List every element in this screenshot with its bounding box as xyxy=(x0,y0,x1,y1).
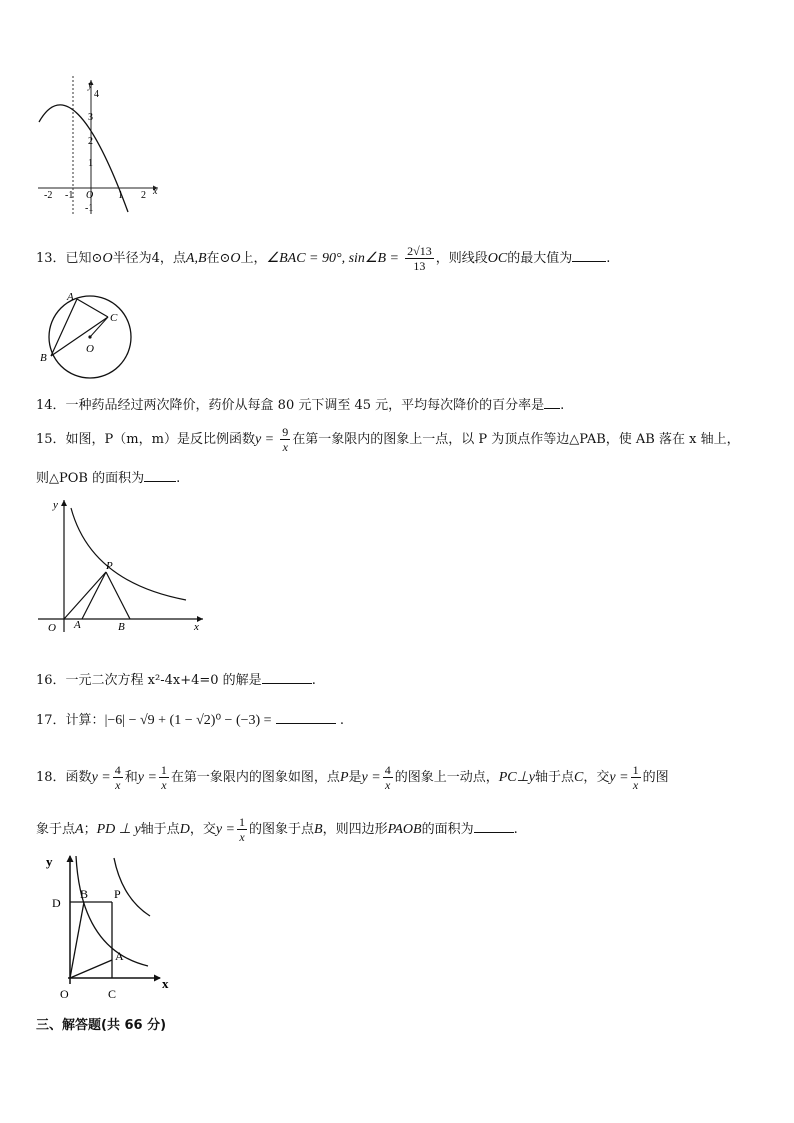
q18-C: C xyxy=(574,770,584,785)
x-axis-arrow xyxy=(154,975,161,982)
q18-text: ，则四边形 xyxy=(322,822,388,837)
label-y: y xyxy=(53,499,58,511)
q16-answer-blank[interactable] xyxy=(262,671,312,684)
label-C: C xyxy=(108,987,117,1001)
q15-number: 15． xyxy=(36,432,66,447)
q13-OC: OC xyxy=(487,251,508,266)
label-x: x xyxy=(162,976,169,991)
q18-function: y = xyxy=(609,770,629,785)
question-18 xyxy=(36,763,669,792)
q13-O: O xyxy=(102,251,113,266)
label-O: O xyxy=(48,622,56,634)
q18-fraction xyxy=(631,763,641,792)
segment-AC xyxy=(77,299,108,317)
label-B: B xyxy=(80,887,89,901)
x-tick-neg2: -2 xyxy=(44,190,53,201)
q18-text: 的图象上一动点， xyxy=(394,770,499,785)
label-C: C xyxy=(110,312,118,324)
question-18-line2 xyxy=(36,815,518,844)
q17-end: . xyxy=(339,713,344,728)
question-15 xyxy=(36,425,740,454)
q18-fraction xyxy=(383,763,393,792)
question-15-line2 xyxy=(36,469,180,488)
label-P: P xyxy=(114,887,121,901)
x-axis-label: x xyxy=(153,186,158,197)
q15-answer-blank[interactable] xyxy=(144,469,176,482)
q18-function: y = xyxy=(137,770,157,785)
y-tick-4: 4 xyxy=(94,89,99,100)
y-axis-arrow xyxy=(67,855,74,862)
q15-function: y = xyxy=(254,432,275,447)
q14-text: 一种药品经过两次降价，药价从每盒 80 元下调至 45 元，平均每次降价的百分率是 xyxy=(65,398,545,413)
hyperbola-curve xyxy=(71,508,186,600)
q18-function: y = xyxy=(215,822,235,837)
question-17 xyxy=(36,711,344,730)
label-A: A xyxy=(74,619,81,631)
q18-fraction xyxy=(237,815,247,844)
q18-PD: PD ⊥ y xyxy=(96,822,141,837)
label-D: D xyxy=(52,896,61,910)
q13-frac-num: 2√13 xyxy=(407,244,432,258)
section-3-heading: 三、解答题(共 66 分) xyxy=(36,1018,167,1033)
q18-text: 函数 xyxy=(65,770,92,785)
parabola-figure xyxy=(34,74,164,220)
q13-text: ，则线段 xyxy=(435,251,488,266)
parabola-curve xyxy=(39,105,128,212)
center-dot xyxy=(88,335,91,338)
q18-text: 是 xyxy=(348,770,362,785)
q16-end: . xyxy=(311,673,316,688)
q16-text: 一元二次方程 x²-4x+4=0 的解是 xyxy=(65,673,262,688)
label-x: x xyxy=(194,621,199,633)
q18-A: A xyxy=(75,822,84,837)
q18-end: . xyxy=(513,822,518,837)
q18-text: 轴于点 xyxy=(535,770,575,785)
q13-text: 上， xyxy=(240,251,267,266)
frac-num: 1 xyxy=(239,815,245,829)
frac-num: 1 xyxy=(632,763,639,777)
q18-text: 的面积为 xyxy=(421,822,474,837)
y-tick-1: 1 xyxy=(88,158,93,169)
y-tick-3: 3 xyxy=(88,112,93,123)
q13-number: 13． xyxy=(36,251,66,266)
rectangle-figure xyxy=(38,850,178,1008)
x-tick-neg1: -1 xyxy=(65,190,74,201)
origin-label: O xyxy=(86,190,94,201)
q14-answer-blank[interactable] xyxy=(544,396,560,409)
q18-text: 轴于点 xyxy=(140,822,180,837)
q18-PC: PC⊥y xyxy=(498,770,536,785)
q15-frac-den: x xyxy=(280,439,290,454)
q13-text: 的最大值为 xyxy=(507,251,573,266)
triangle-figure xyxy=(36,494,208,636)
q18-function: y = xyxy=(361,770,381,785)
q18-PAOB: PAOB xyxy=(387,822,422,837)
q13-frac-den: 13 xyxy=(405,258,434,273)
segment-OA xyxy=(70,960,112,978)
frac-num: 4 xyxy=(114,763,121,777)
q13-end: . xyxy=(606,251,611,266)
q17-expression: |−6| − √9 + (1 − √2)⁰ − (−3) = xyxy=(104,713,272,728)
label-B: B xyxy=(118,621,125,633)
q15-end: . xyxy=(176,471,181,486)
q14-number: 14． xyxy=(36,398,66,413)
q13-radius: 4 xyxy=(151,251,160,266)
y-axis-arrow xyxy=(61,500,67,506)
label-A: A xyxy=(67,291,74,303)
frac-den: x xyxy=(383,777,393,792)
frac-num: 1 xyxy=(160,763,167,777)
label-y: y xyxy=(46,854,53,869)
y-tick-neg1: -1 xyxy=(85,203,94,214)
q13-condition: ∠BAC = 90°, sin∠B = xyxy=(266,251,399,266)
frac-num: 4 xyxy=(384,763,391,777)
q18-text: ，交 xyxy=(189,822,216,837)
q18-function: y = xyxy=(91,770,111,785)
q18-text: ； xyxy=(83,822,97,837)
q17-number: 17． xyxy=(36,713,66,728)
question-13 xyxy=(36,244,610,273)
q13-O: O xyxy=(230,251,241,266)
label-B: B xyxy=(40,352,47,364)
q18-text: 的图象于点 xyxy=(249,822,315,837)
y-tick-2: 2 xyxy=(88,136,93,147)
q17-answer-blank[interactable] xyxy=(276,711,336,724)
q13-text: ，点 xyxy=(159,251,186,266)
label-P: P xyxy=(106,560,113,572)
q18-text: 和 xyxy=(124,770,138,785)
q15-text: 如图，P（m，m）是反比例函数 xyxy=(65,432,255,447)
q18-text: 在第一象限内的图象如图，点 xyxy=(170,770,340,785)
x-tick-1: 1 xyxy=(118,190,123,201)
q15-text: 在第一象限内的图象上一点，以 P 为顶点作等边△PAB，使 AB 落在 x 轴上， xyxy=(292,432,740,447)
q18-fraction xyxy=(159,763,169,792)
q18-D: D xyxy=(179,822,190,837)
q13-text: 已知⊙ xyxy=(65,251,103,266)
q18-B: B xyxy=(314,822,323,837)
q17-label: 计算： xyxy=(65,713,105,728)
x-tick-2: 2 xyxy=(141,190,146,201)
label-O: O xyxy=(60,987,69,1001)
q13-text: 在⊙ xyxy=(206,251,231,266)
q15-frac-num: 9 xyxy=(282,425,289,439)
q13-fraction xyxy=(405,244,434,273)
q18-text: 的图 xyxy=(642,770,669,785)
label-A: A xyxy=(115,949,124,963)
segment-OB xyxy=(70,902,84,978)
q13-points: A,B xyxy=(185,251,207,266)
q18-text: 象于点 xyxy=(36,822,76,837)
q14-end: . xyxy=(560,398,565,413)
circle-figure xyxy=(36,286,140,384)
q18-P: P xyxy=(339,770,349,785)
question-16 xyxy=(36,671,316,690)
q13-text: 半径为 xyxy=(112,251,152,266)
frac-den: x xyxy=(237,829,247,844)
q15-fraction xyxy=(280,425,290,454)
label-O: O xyxy=(86,343,94,355)
q18-number: 18． xyxy=(36,770,66,785)
q18-text: ，交 xyxy=(583,770,610,785)
q13-answer-blank[interactable] xyxy=(572,249,606,262)
frac-den: x xyxy=(113,777,123,792)
q15-text: 则△POB 的面积为 xyxy=(36,471,145,486)
y-axis-label: y xyxy=(88,80,93,91)
q16-number: 16． xyxy=(36,673,66,688)
q18-answer-blank[interactable] xyxy=(474,820,514,833)
frac-den: x xyxy=(631,777,641,792)
frac-den: x xyxy=(159,777,169,792)
question-14 xyxy=(36,396,564,415)
q18-fraction xyxy=(113,763,123,792)
